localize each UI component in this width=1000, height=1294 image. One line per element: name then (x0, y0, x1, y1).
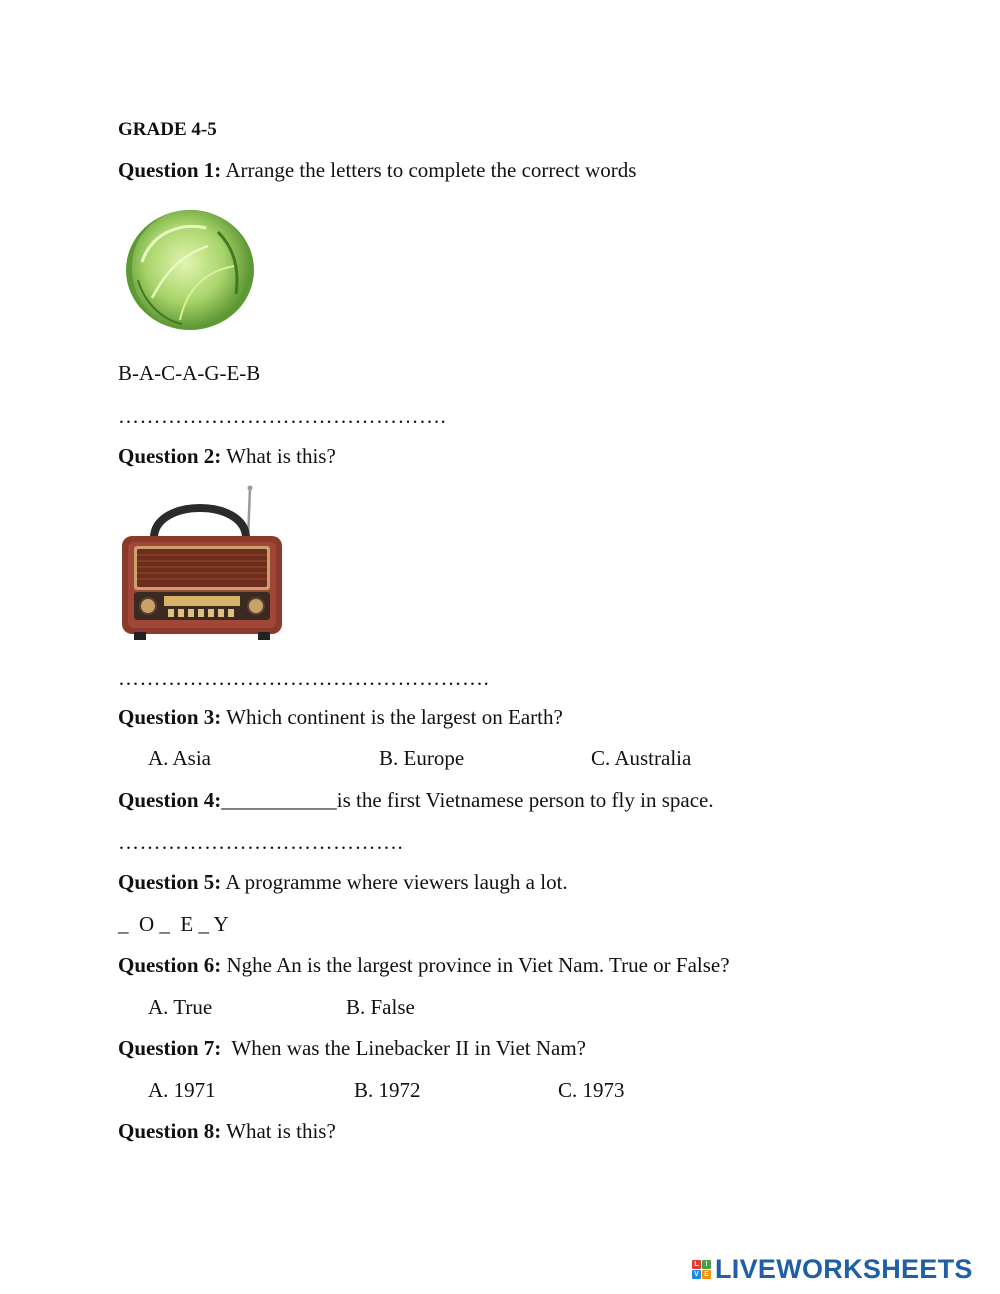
question-1-letters: B-A-C-A-G-E-B (118, 361, 261, 385)
question-5-label: Question 5: (118, 870, 222, 894)
logo-badge-e: E (702, 1270, 711, 1279)
question-5-pattern[interactable]: _ O _ E _ Y (118, 912, 229, 936)
logo-badge-l: L (692, 1260, 701, 1269)
question-7 (118, 1038, 586, 1059)
question-7-label: Question 7: (118, 1036, 222, 1060)
liveworksheets-logo (692, 1254, 973, 1284)
question-4 (118, 790, 714, 811)
question-7-text: When was the Linebacker II in Viet Nam? (221, 1036, 587, 1060)
question-8 (118, 1121, 336, 1142)
question-3-option-b[interactable]: B. Europe (379, 746, 465, 770)
question-4-text: ___________is the first Vietnamese person to fly in space. (221, 788, 714, 812)
question-6-text: Nghe An is the largest province in Viet Nam. True or False? (221, 953, 730, 977)
question-1-label: Question 1: (118, 158, 222, 182)
question-6-label: Question 6: (118, 953, 222, 977)
question-4-label: Question 4: (118, 788, 222, 812)
question-3-label: Question 3: (118, 705, 222, 729)
question-2-answer-line[interactable]: ……………………………………………. (118, 666, 490, 690)
question-6-option-a[interactable]: A. True (148, 995, 213, 1019)
question-1-answer-line[interactable]: ………………………………………. (118, 404, 447, 428)
question-7-option-b[interactable]: B. 1972 (354, 1078, 421, 1102)
question-5-text: A programme where viewers laugh a lot. (221, 870, 568, 894)
question-7-option-c[interactable]: C. 1973 (558, 1078, 625, 1102)
logo-badge-i: I (702, 1260, 711, 1269)
question-3-text: Which continent is the largest on Earth? (221, 705, 563, 729)
radio-image (118, 484, 286, 644)
question-4-answer-line[interactable]: …………………………………. (118, 830, 404, 854)
logo-badge-v: V (692, 1270, 701, 1279)
question-7-option-a[interactable]: A. 1971 (148, 1078, 216, 1102)
question-3 (118, 707, 563, 728)
cabbage-image (122, 202, 258, 334)
question-8-text: What is this? (221, 1119, 336, 1143)
question-3-option-a[interactable]: A. Asia (148, 746, 211, 770)
question-2 (118, 446, 336, 467)
question-1 (118, 160, 636, 181)
question-6-option-b[interactable]: B. False (346, 995, 415, 1019)
question-8-label: Question 8: (118, 1119, 222, 1143)
question-1-text: Arrange the letters to complete the correct words (221, 158, 637, 182)
question-6 (118, 955, 730, 976)
liveworksheets-logo-icon (692, 1260, 711, 1279)
question-2-text: What is this? (221, 444, 336, 468)
question-3-option-c[interactable]: C. Australia (591, 746, 692, 770)
liveworksheets-logo-text: LIVEWORKSHEETS (715, 1253, 973, 1284)
grade-heading: GRADE 4-5 (118, 119, 217, 140)
question-5 (118, 872, 568, 893)
question-2-label: Question 2: (118, 444, 222, 468)
